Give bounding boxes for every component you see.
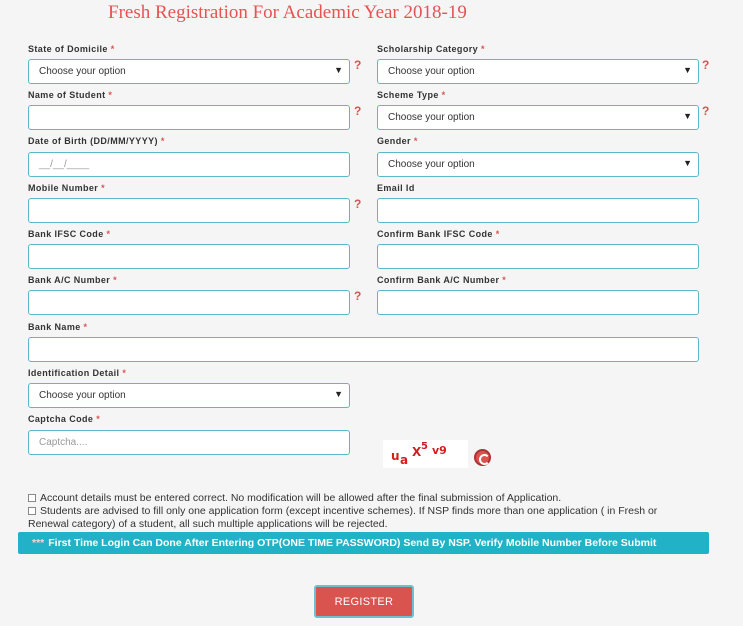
gender-select[interactable]: Choose your option ▼ xyxy=(377,152,699,177)
chevron-down-icon: ▼ xyxy=(334,389,343,399)
help-icon[interactable]: ? xyxy=(354,104,362,118)
scheme-type-select[interactable]: Choose your option ▼ xyxy=(377,105,699,130)
help-icon[interactable]: ? xyxy=(354,289,362,303)
help-icon[interactable]: ? xyxy=(702,104,710,118)
checkbox[interactable] xyxy=(28,507,36,515)
label-scholarship-category: Scholarship Category * xyxy=(377,44,485,54)
state-of-domicile-select[interactable]: Choose your option ▼ xyxy=(28,59,350,84)
mobile-number-input[interactable] xyxy=(28,198,350,223)
page-title: Fresh Registration For Academic Year 2018-19 xyxy=(108,2,467,23)
label-mobile-number: Mobile Number * xyxy=(28,183,106,193)
label-captcha-code: Captcha Code * xyxy=(28,414,101,424)
label-state-of-domicile: State of Domicile * xyxy=(28,44,115,54)
chevron-down-icon: ▼ xyxy=(683,158,692,168)
label-name-of-student: Name of Student * xyxy=(28,90,113,100)
email-id-input[interactable] xyxy=(377,198,699,223)
confirm-bank-ifsc-input[interactable] xyxy=(377,244,699,269)
help-icon[interactable]: ? xyxy=(354,197,362,211)
chevron-down-icon: ▼ xyxy=(683,65,692,75)
checkbox-single-application[interactable]: Students are advised to fill only one application form (except incentive schemes). If NSP finds more than one application ( in Fresh or Renewal category) of a student, all such multiple applications will be rejected. xyxy=(28,505,658,530)
help-icon[interactable]: ? xyxy=(354,58,362,72)
confirm-bank-ac-number-input[interactable] xyxy=(377,290,699,315)
chevron-down-icon: ▼ xyxy=(334,65,343,75)
label-confirm-bank-ifsc: Confirm Bank IFSC Code * xyxy=(377,229,500,239)
scholarship-category-select[interactable]: Choose your option ▼ xyxy=(377,59,699,84)
otp-notice-banner: *** First Time Login Can Done After Entering OTP(ONE TIME PASSWORD) Send By NSP. Verify Mobile Number Before Submit xyxy=(18,532,709,554)
identification-detail-select[interactable]: Choose your option ▼ xyxy=(28,383,350,408)
checkbox-account-details[interactable]: Account details must be entered correct. No modification will be allowed after the final submission of Application. xyxy=(28,492,688,505)
register-button[interactable]: REGISTER xyxy=(314,585,414,618)
checkbox[interactable] xyxy=(28,494,36,502)
label-confirm-bank-ac-number: Confirm Bank A/C Number * xyxy=(377,275,507,285)
bank-ac-number-input[interactable] xyxy=(28,290,350,315)
label-date-of-birth: Date of Birth (DD/MM/YYYY) * xyxy=(28,136,165,146)
help-icon[interactable]: ? xyxy=(702,58,710,72)
captcha-image: u a X 5 v9 xyxy=(383,440,468,468)
captcha-input[interactable]: Captcha.... xyxy=(28,430,350,455)
name-of-student-input[interactable] xyxy=(28,105,350,130)
refresh-captcha-icon[interactable] xyxy=(474,449,491,466)
bank-ifsc-input[interactable] xyxy=(28,244,350,269)
label-bank-ac-number: Bank A/C Number * xyxy=(28,275,117,285)
bank-name-input[interactable] xyxy=(28,337,699,362)
label-bank-ifsc: Bank IFSC Code * xyxy=(28,229,111,239)
chevron-down-icon: ▼ xyxy=(683,111,692,121)
label-email-id: Email Id xyxy=(377,183,415,193)
date-of-birth-input[interactable]: __/__/____ xyxy=(28,152,350,177)
label-gender: Gender * xyxy=(377,136,418,146)
label-bank-name: Bank Name * xyxy=(28,322,88,332)
label-scheme-type: Scheme Type * xyxy=(377,90,446,100)
label-identification-detail: Identification Detail * xyxy=(28,368,127,378)
